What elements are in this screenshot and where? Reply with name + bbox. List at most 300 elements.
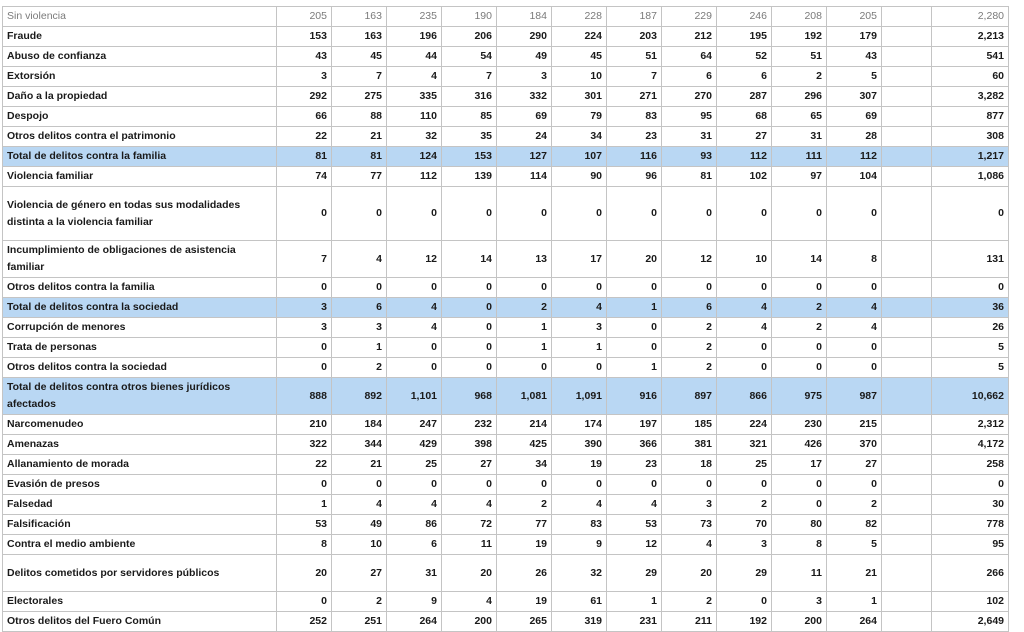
month-value-cell: 200 <box>772 612 827 632</box>
row-label: Total de delitos contra la familia <box>3 147 277 167</box>
month-value-cell: 0 <box>607 278 662 298</box>
month-value-cell: 429 <box>387 435 442 455</box>
month-value-cell: 112 <box>387 167 442 187</box>
month-value-cell: 0 <box>387 338 442 358</box>
total-value-cell: 5 <box>932 358 1009 378</box>
month-value-cell: 425 <box>497 435 552 455</box>
month-value-cell: 888 <box>277 378 332 415</box>
month-value-cell: 1 <box>827 592 882 612</box>
empty-month-cell <box>882 127 932 147</box>
month-value-cell: 11 <box>772 555 827 592</box>
month-value-cell: 24 <box>497 127 552 147</box>
month-value-cell: 27 <box>332 555 387 592</box>
month-value-cell: 179 <box>827 27 882 47</box>
month-value-cell: 5 <box>827 535 882 555</box>
month-value-cell: 43 <box>277 47 332 67</box>
total-value-cell: 1,086 <box>932 167 1009 187</box>
month-value-cell: 69 <box>827 107 882 127</box>
month-value-cell: 2 <box>332 592 387 612</box>
table-row <box>3 415 1009 435</box>
month-value-cell: 90 <box>552 167 607 187</box>
month-value-cell: 0 <box>442 358 497 378</box>
month-value-cell: 3 <box>332 318 387 338</box>
month-value-cell: 398 <box>442 435 497 455</box>
table-row <box>3 338 1009 358</box>
month-value-cell: 212 <box>662 27 717 47</box>
month-value-cell: 0 <box>827 278 882 298</box>
month-value-cell: 316 <box>442 87 497 107</box>
month-value-cell: 271 <box>607 87 662 107</box>
month-value-cell: 74 <box>277 167 332 187</box>
table-body <box>3 7 1009 632</box>
month-value-cell: 0 <box>277 475 332 495</box>
month-value-cell: 2 <box>662 358 717 378</box>
empty-month-cell <box>882 167 932 187</box>
month-value-cell: 49 <box>497 47 552 67</box>
month-value-cell: 4 <box>442 495 497 515</box>
month-value-cell: 916 <box>607 378 662 415</box>
month-value-cell: 70 <box>717 515 772 535</box>
month-value-cell: 54 <box>442 47 497 67</box>
month-value-cell: 25 <box>717 455 772 475</box>
total-value-cell: 308 <box>932 127 1009 147</box>
month-value-cell: 45 <box>552 47 607 67</box>
month-value-cell: 0 <box>717 187 772 241</box>
month-value-cell: 4 <box>332 241 387 278</box>
row-label: Fraude <box>3 27 277 47</box>
month-value-cell: 14 <box>772 241 827 278</box>
empty-month-cell <box>882 455 932 475</box>
month-value-cell: 6 <box>332 298 387 318</box>
month-value-cell: 20 <box>662 555 717 592</box>
row-label: Delitos cometidos por servidores públicos <box>3 555 277 592</box>
month-value-cell: 195 <box>717 27 772 47</box>
table-row <box>3 241 1009 278</box>
month-value-cell: 0 <box>387 475 442 495</box>
month-value-cell: 8 <box>827 241 882 278</box>
month-value-cell: 1,091 <box>552 378 607 415</box>
total-value-cell: 2,649 <box>932 612 1009 632</box>
row-label: Corrupción de menores <box>3 318 277 338</box>
month-value-cell: 86 <box>387 515 442 535</box>
month-value-cell: 51 <box>772 47 827 67</box>
month-value-cell: 27 <box>717 127 772 147</box>
empty-month-cell <box>882 515 932 535</box>
total-row <box>3 298 1009 318</box>
month-value-cell: 3 <box>662 495 717 515</box>
empty-month-cell <box>882 27 932 47</box>
month-value-cell: 61 <box>552 592 607 612</box>
empty-month-cell <box>882 278 932 298</box>
row-label: Total de delitos contra otros bienes jurídicos afectados <box>3 378 277 415</box>
month-value-cell: 20 <box>277 555 332 592</box>
empty-month-cell <box>882 592 932 612</box>
month-value-cell: 3 <box>277 67 332 87</box>
month-value-cell: 229 <box>662 7 717 27</box>
row-label: Incumplimiento de obligaciones de asistencia familiar <box>3 241 277 278</box>
month-value-cell: 370 <box>827 435 882 455</box>
month-value-cell: 20 <box>442 555 497 592</box>
month-value-cell: 153 <box>277 27 332 47</box>
month-value-cell: 0 <box>497 358 552 378</box>
month-value-cell: 3 <box>277 298 332 318</box>
total-value-cell: 541 <box>932 47 1009 67</box>
month-value-cell: 319 <box>552 612 607 632</box>
month-value-cell: 232 <box>442 415 497 435</box>
month-value-cell: 0 <box>277 358 332 378</box>
month-value-cell: 0 <box>442 298 497 318</box>
empty-month-cell <box>882 47 932 67</box>
month-value-cell: 9 <box>387 592 442 612</box>
month-value-cell: 0 <box>497 475 552 495</box>
table-row <box>3 495 1009 515</box>
month-value-cell: 1 <box>607 592 662 612</box>
total-value-cell: 0 <box>932 475 1009 495</box>
month-value-cell: 335 <box>387 87 442 107</box>
empty-month-cell <box>882 475 932 495</box>
month-value-cell: 210 <box>277 415 332 435</box>
month-value-cell: 4 <box>442 592 497 612</box>
table-row <box>3 475 1009 495</box>
month-value-cell: 0 <box>607 338 662 358</box>
total-value-cell: 2,312 <box>932 415 1009 435</box>
month-value-cell: 12 <box>662 241 717 278</box>
empty-month-cell <box>882 241 932 278</box>
table-row <box>3 7 1009 27</box>
month-value-cell: 64 <box>662 47 717 67</box>
month-value-cell: 0 <box>552 475 607 495</box>
month-value-cell: 139 <box>442 167 497 187</box>
month-value-cell: 17 <box>552 241 607 278</box>
month-value-cell: 53 <box>607 515 662 535</box>
month-value-cell: 10 <box>717 241 772 278</box>
row-label: Violencia de género en todas sus modalidades distinta a la violencia familiar <box>3 187 277 241</box>
month-value-cell: 206 <box>442 27 497 47</box>
total-value-cell: 102 <box>932 592 1009 612</box>
month-value-cell: 22 <box>277 455 332 475</box>
month-value-cell: 81 <box>332 147 387 167</box>
month-value-cell: 4 <box>827 318 882 338</box>
month-value-cell: 85 <box>442 107 497 127</box>
month-value-cell: 4 <box>717 298 772 318</box>
total-value-cell: 5 <box>932 338 1009 358</box>
month-value-cell: 110 <box>387 107 442 127</box>
month-value-cell: 17 <box>772 455 827 475</box>
row-label: Narcomenudeo <box>3 415 277 435</box>
month-value-cell: 112 <box>717 147 772 167</box>
row-label: Trata de personas <box>3 338 277 358</box>
empty-month-cell <box>882 435 932 455</box>
month-value-cell: 1,081 <box>497 378 552 415</box>
month-value-cell: 322 <box>277 435 332 455</box>
month-value-cell: 4 <box>387 298 442 318</box>
month-value-cell: 21 <box>332 127 387 147</box>
month-value-cell: 45 <box>332 47 387 67</box>
month-value-cell: 381 <box>662 435 717 455</box>
month-value-cell: 187 <box>607 7 662 27</box>
month-value-cell: 296 <box>772 87 827 107</box>
empty-month-cell <box>882 555 932 592</box>
row-label: Abuso de confianza <box>3 47 277 67</box>
month-value-cell: 83 <box>552 515 607 535</box>
month-value-cell: 7 <box>277 241 332 278</box>
row-label: Falsificación <box>3 515 277 535</box>
month-value-cell: 0 <box>387 358 442 378</box>
month-value-cell: 32 <box>552 555 607 592</box>
total-value-cell: 258 <box>932 455 1009 475</box>
month-value-cell: 163 <box>332 7 387 27</box>
month-value-cell: 3 <box>772 592 827 612</box>
month-value-cell: 301 <box>552 87 607 107</box>
month-value-cell: 2 <box>662 592 717 612</box>
empty-month-cell <box>882 7 932 27</box>
month-value-cell: 1 <box>607 298 662 318</box>
table-row <box>3 187 1009 241</box>
table-row <box>3 127 1009 147</box>
month-value-cell: 344 <box>332 435 387 455</box>
total-value-cell: 778 <box>932 515 1009 535</box>
row-label: Despojo <box>3 107 277 127</box>
month-value-cell: 192 <box>772 27 827 47</box>
total-value-cell: 95 <box>932 535 1009 555</box>
row-label: Sin violencia <box>3 7 277 27</box>
month-value-cell: 82 <box>827 515 882 535</box>
month-value-cell: 987 <box>827 378 882 415</box>
month-value-cell: 7 <box>442 67 497 87</box>
month-value-cell: 29 <box>717 555 772 592</box>
month-value-cell: 390 <box>552 435 607 455</box>
month-value-cell: 196 <box>387 27 442 47</box>
month-value-cell: 4 <box>387 495 442 515</box>
empty-month-cell <box>882 187 932 241</box>
month-value-cell: 208 <box>772 7 827 27</box>
month-value-cell: 174 <box>552 415 607 435</box>
month-value-cell: 897 <box>662 378 717 415</box>
month-value-cell: 228 <box>552 7 607 27</box>
table-row <box>3 515 1009 535</box>
table-row <box>3 455 1009 475</box>
table-row <box>3 167 1009 187</box>
month-value-cell: 27 <box>827 455 882 475</box>
month-value-cell: 0 <box>552 278 607 298</box>
month-value-cell: 77 <box>332 167 387 187</box>
month-value-cell: 0 <box>332 475 387 495</box>
month-value-cell: 200 <box>442 612 497 632</box>
month-value-cell: 43 <box>827 47 882 67</box>
row-label: Otros delitos contra la familia <box>3 278 277 298</box>
month-value-cell: 96 <box>607 167 662 187</box>
month-value-cell: 292 <box>277 87 332 107</box>
month-value-cell: 112 <box>827 147 882 167</box>
month-value-cell: 13 <box>497 241 552 278</box>
row-label: Allanamiento de morada <box>3 455 277 475</box>
month-value-cell: 95 <box>662 107 717 127</box>
month-value-cell: 6 <box>662 298 717 318</box>
month-value-cell: 426 <box>772 435 827 455</box>
crime-statistics-table <box>2 6 1009 632</box>
month-value-cell: 26 <box>497 555 552 592</box>
empty-month-cell <box>882 147 932 167</box>
total-value-cell: 2,213 <box>932 27 1009 47</box>
month-value-cell: 0 <box>607 318 662 338</box>
month-value-cell: 0 <box>772 358 827 378</box>
month-value-cell: 2 <box>497 298 552 318</box>
empty-month-cell <box>882 415 932 435</box>
month-value-cell: 21 <box>332 455 387 475</box>
month-value-cell: 190 <box>442 7 497 27</box>
month-value-cell: 0 <box>772 475 827 495</box>
month-value-cell: 4 <box>387 318 442 338</box>
empty-month-cell <box>882 318 932 338</box>
month-value-cell: 0 <box>277 338 332 358</box>
month-value-cell: 0 <box>662 187 717 241</box>
month-value-cell: 0 <box>442 318 497 338</box>
empty-month-cell <box>882 298 932 318</box>
month-value-cell: 1 <box>497 318 552 338</box>
month-value-cell: 0 <box>772 338 827 358</box>
table-row <box>3 358 1009 378</box>
month-value-cell: 51 <box>607 47 662 67</box>
month-value-cell: 153 <box>442 147 497 167</box>
table-row <box>3 555 1009 592</box>
month-value-cell: 10 <box>552 67 607 87</box>
month-value-cell: 107 <box>552 147 607 167</box>
total-value-cell: 0 <box>932 278 1009 298</box>
month-value-cell: 77 <box>497 515 552 535</box>
month-value-cell: 34 <box>497 455 552 475</box>
month-value-cell: 214 <box>497 415 552 435</box>
total-value-cell: 3,282 <box>932 87 1009 107</box>
month-value-cell: 975 <box>772 378 827 415</box>
month-value-cell: 0 <box>827 475 882 495</box>
month-value-cell: 2 <box>772 67 827 87</box>
month-value-cell: 65 <box>772 107 827 127</box>
empty-month-cell <box>882 378 932 415</box>
total-value-cell: 266 <box>932 555 1009 592</box>
month-value-cell: 203 <box>607 27 662 47</box>
month-value-cell: 0 <box>277 278 332 298</box>
row-label: Contra el medio ambiente <box>3 535 277 555</box>
total-value-cell: 2,280 <box>932 7 1009 27</box>
month-value-cell: 14 <box>442 241 497 278</box>
month-value-cell: 235 <box>387 7 442 27</box>
month-value-cell: 80 <box>772 515 827 535</box>
month-value-cell: 31 <box>387 555 442 592</box>
month-value-cell: 192 <box>717 612 772 632</box>
month-value-cell: 7 <box>332 67 387 87</box>
month-value-cell: 102 <box>717 167 772 187</box>
month-value-cell: 83 <box>607 107 662 127</box>
month-value-cell: 44 <box>387 47 442 67</box>
month-value-cell: 892 <box>332 378 387 415</box>
row-label: Total de delitos contra la sociedad <box>3 298 277 318</box>
total-value-cell: 26 <box>932 318 1009 338</box>
month-value-cell: 116 <box>607 147 662 167</box>
month-value-cell: 366 <box>607 435 662 455</box>
month-value-cell: 231 <box>607 612 662 632</box>
month-value-cell: 4 <box>717 318 772 338</box>
month-value-cell: 31 <box>662 127 717 147</box>
month-value-cell: 31 <box>772 127 827 147</box>
month-value-cell: 4 <box>827 298 882 318</box>
month-value-cell: 2 <box>662 338 717 358</box>
month-value-cell: 0 <box>827 187 882 241</box>
month-value-cell: 2 <box>662 318 717 338</box>
month-value-cell: 12 <box>387 241 442 278</box>
month-value-cell: 264 <box>827 612 882 632</box>
month-value-cell: 0 <box>662 278 717 298</box>
month-value-cell: 2 <box>827 495 882 515</box>
month-value-cell: 4 <box>662 535 717 555</box>
month-value-cell: 0 <box>332 187 387 241</box>
month-value-cell: 0 <box>827 358 882 378</box>
month-value-cell: 0 <box>717 338 772 358</box>
month-value-cell: 28 <box>827 127 882 147</box>
row-label: Daño a la propiedad <box>3 87 277 107</box>
month-value-cell: 4 <box>607 495 662 515</box>
row-label: Falsedad <box>3 495 277 515</box>
month-value-cell: 88 <box>332 107 387 127</box>
row-label: Amenazas <box>3 435 277 455</box>
month-value-cell: 0 <box>717 278 772 298</box>
month-value-cell: 0 <box>442 278 497 298</box>
month-value-cell: 114 <box>497 167 552 187</box>
month-value-cell: 1 <box>607 358 662 378</box>
month-value-cell: 2 <box>717 495 772 515</box>
month-value-cell: 111 <box>772 147 827 167</box>
month-value-cell: 0 <box>662 475 717 495</box>
month-value-cell: 12 <box>607 535 662 555</box>
table-row <box>3 27 1009 47</box>
month-value-cell: 23 <box>607 127 662 147</box>
total-value-cell: 36 <box>932 298 1009 318</box>
month-value-cell: 185 <box>662 415 717 435</box>
empty-month-cell <box>882 535 932 555</box>
total-value-cell: 4,172 <box>932 435 1009 455</box>
month-value-cell: 25 <box>387 455 442 475</box>
month-value-cell: 205 <box>827 7 882 27</box>
table-row <box>3 87 1009 107</box>
month-value-cell: 9 <box>552 535 607 555</box>
total-value-cell: 10,662 <box>932 378 1009 415</box>
table-row <box>3 435 1009 455</box>
month-value-cell: 0 <box>277 187 332 241</box>
empty-month-cell <box>882 612 932 632</box>
month-value-cell: 4 <box>552 298 607 318</box>
month-value-cell: 252 <box>277 612 332 632</box>
month-value-cell: 0 <box>387 278 442 298</box>
table-row <box>3 107 1009 127</box>
month-value-cell: 224 <box>717 415 772 435</box>
month-value-cell: 35 <box>442 127 497 147</box>
month-value-cell: 332 <box>497 87 552 107</box>
total-value-cell: 1,217 <box>932 147 1009 167</box>
month-value-cell: 69 <box>497 107 552 127</box>
month-value-cell: 0 <box>332 278 387 298</box>
month-value-cell: 81 <box>277 147 332 167</box>
empty-month-cell <box>882 358 932 378</box>
month-value-cell: 251 <box>332 612 387 632</box>
month-value-cell: 11 <box>442 535 497 555</box>
month-value-cell: 81 <box>662 167 717 187</box>
month-value-cell: 4 <box>332 495 387 515</box>
month-value-cell: 22 <box>277 127 332 147</box>
month-value-cell: 307 <box>827 87 882 107</box>
month-value-cell: 104 <box>827 167 882 187</box>
month-value-cell: 0 <box>387 187 442 241</box>
month-value-cell: 6 <box>717 67 772 87</box>
month-value-cell: 211 <box>662 612 717 632</box>
